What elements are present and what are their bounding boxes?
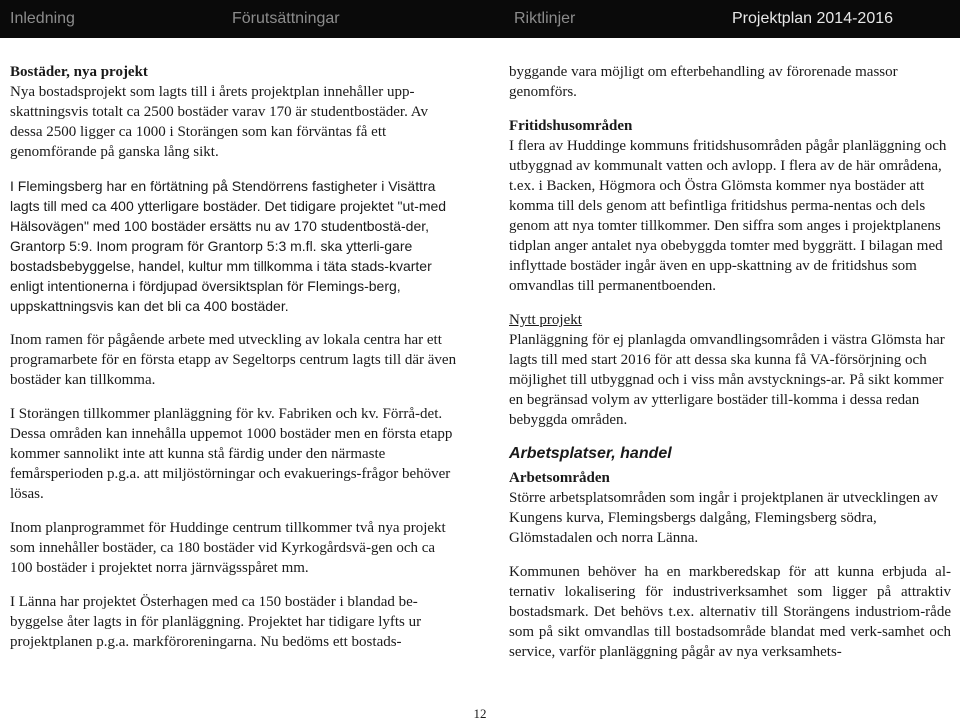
arbets-section xyxy=(509,468,951,488)
paragraph: Kommunen behöver ha en markberedskap för att kunna erbjuda al-ternativ lokalisering för industriverksamhet som ligger på attraktiv bostadsmark. Det behövs t.ex. alternativ till Storängens industriom-råde som på sikt omvandlas till bostadsområde blandat med verk-samhet och service, varför planläggning pågår av nya verksamhets- xyxy=(509,564,951,660)
heading-arbetsomraden: Arbetsområden xyxy=(509,470,610,486)
tab-projektplan[interactable]: Projektplan 2014-2016 xyxy=(732,10,894,27)
tab-inledning[interactable]: Inledning xyxy=(10,10,75,27)
paragraph: Planläggning för ej planlagda omvandlingsområden i västra Glömsta har lagts till med start 2016 för att dessa ska kunna få VA-försörjning och möjlighet till utbyggnad och i viss mån avstycknings-ar. På sikt kommer en begränsad volym av ytterligare bostäder till-komma i dessa redan bebyggda områden. xyxy=(509,332,945,428)
tab-riktlinjer[interactable]: Riktlinjer xyxy=(514,10,576,27)
paragraph: Nya bostadsprojekt som lagts till i årets projektplan innehåller upp-skattningsvis totalt ca 2500 bostäder varav 170 är studentbostäder. Av dessa 2500 ligger ca 1000 i Storängen som kan förväntas få ett genomförande på ganska lång sikt. xyxy=(10,84,428,160)
tab-forutsattningar[interactable]: Förutsättningar xyxy=(232,10,340,27)
paragraph: Större arbetsplatsområden som ingår i projektplanen är utvecklingen av Kungens kurva, Flemingsbergs dalgång, Flemingsberg södra, Glömstadalen och norra Länna. xyxy=(509,490,939,546)
left-column xyxy=(10,62,458,666)
heading-nytt-projekt: Nytt projekt xyxy=(509,312,582,328)
heading-arbetsplatser-handel: Arbetsplatser, handel xyxy=(509,445,672,462)
right-column xyxy=(509,62,951,676)
paragraph: I Storängen tillkommer planläggning för kv. Fabriken och kv. Förrå-det. Dessa områden kan innehålla uppemot 1000 bostäder men en första etapp kommer sannolikt inte att kunna stå färdig under den närmaste femårsperioden p.g.a. att miljöstörningar och evakuerings-frågor behöver lösas. xyxy=(10,406,453,502)
paragraph: I flera av Huddinge kommuns fritidshusområden pågår planläggning och utbyggnad av kommunalt vatten och avlopp. I flera av de här områdena, t.ex. i Backen, Högmora och Östra Glömsta kommer nya bostäder att komma till dels genom att befintliga fritidshus perma-nentas och dels genom att nya tomter tillkommer. Den siffra som anges i projektplanens tidplan anger antalet nya obebyggda tomter med byggrätt. I bilagan med inflyttade bostäder ingår även en upp-skattning av de fritidshus som omvandlas till permanentboenden. xyxy=(509,138,947,294)
nytt-section xyxy=(509,310,951,330)
paragraph: Inom planprogrammet för Huddinge centrum tillkommer två nya projekt som innehåller bostäder, ca 180 bostäder vid Kyrkogårdsvä-gen och ca 100 bostäder i projektet norra järnvägsspåret mm. xyxy=(10,520,446,576)
fritid-section xyxy=(509,116,951,136)
paragraph: Inom ramen för pågående arbete med utveckling av lokala centra har ett programarbete för en första etapp av Segeltorps centrum lagts till där även bostäder kan tillkomma. xyxy=(10,332,457,388)
top-navigation xyxy=(0,0,960,38)
page-number: 12 xyxy=(473,706,487,721)
heading-nya-projekt: Bostäder, nya projekt xyxy=(10,64,148,80)
left-section xyxy=(10,62,458,82)
paragraph: byggande vara möjligt om efterbehandling av förorenade massor genomförs. xyxy=(509,64,898,100)
paragraph: I Flemingsberg har en förtätning på Stendörrens fastigheter i Visättra lagts till med ca 400 ytterligare bostäder. Det tidigare projektet "ut-med Hälsovägen" med 100 bostäder ersätts nu av 170 studentbostä-der, Grantorp 5:9. Inom program för Grantorp 5:3 m.fl. ska ytterli-gare bostadsbebyggelse, handel, kultur mm tillkomma i täta stads-kvarter enligt intentionerna i fördjupad översiktsplan för Flemings-berg, uppskattningsvis kan det bli ca 400 bostäder. xyxy=(10,178,447,314)
paragraph: I Länna har projektet Österhagen med ca 150 bostäder i blandad be-byggelse åter lagts in för planläggning. Projektet har tidigare lyfts ur projektplanen p.g.a. markföroreningarna. Nu bedöms ett bostads- xyxy=(10,594,422,650)
heading-fritidshusomraden: Fritidshusområden xyxy=(509,118,633,134)
